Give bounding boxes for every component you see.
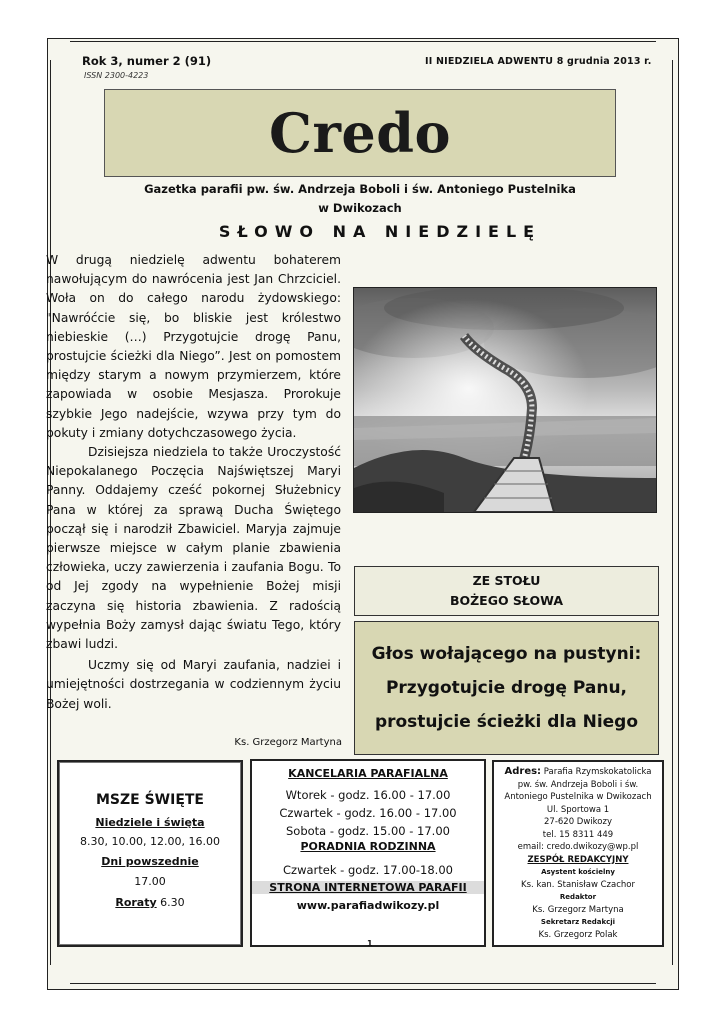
section-title: SŁOWO NA NIEDZIELĘ [218,222,542,241]
website-title: STRONA INTERNETOWA PARAFII [252,881,484,894]
address-city: 27-620 Dwikozy [544,817,612,827]
sunday-label: Niedziele i święta [95,816,205,829]
office-tuesday: Wtorek - godz. 16.00 - 17.00 [285,788,451,802]
team-role-2: Redaktor [559,893,597,901]
team-role-3: Sekretarz Redakcji [540,918,616,926]
page-number: 1 [367,939,373,948]
ze-stolu-line-2: BOŻEGO SŁOWA [449,593,564,608]
article-paragraph-3: Uczmy się od Maryi zaufania, nadziei i umiejętności dostrzegania w codziennym życiu Bożej woli. [46,658,341,711]
weekday-times: 17.00 [134,875,166,888]
address-box [492,760,664,947]
mass-title: MSZE ŚWIĘTE [95,792,204,808]
issue-date: II NIEDZIELA ADWENTU 8 grudnia 2013 r. [425,56,652,67]
address-line-3: Antoniego Pustelnika w Dwikozach [504,792,652,802]
address-email[interactable]: email: credo.dwikozy@wp.pl [517,842,639,852]
weekday-label: Dni powszednie [101,855,199,868]
subtitle-line-1: Gazetka parafii pw. św. Andrzeja Boboli i św. Antoniego Pustelnika [144,182,576,196]
masthead-box [104,89,616,177]
article-paragraph-1: W drugą niedzielę adwentu bohaterem nawołującym do nawrócenia jest Jan Chrzciciel. Woła on do całego narodu żydowskiego: "Nawróćcie się, bo bliskie jest królestwo niebieskie (…) Przygotujcie drogę Panu, prostujcie ścieżki dla Niego”. Jest on pomostem między starym a nowym przymierzem, które zapowiada w osobie Mesjasza. Prorokuje szybkie Jego nadejście, wzywa przy tym do pokuty i zmiany dotychczasowego życia. [46,253,341,440]
ze-stolu-box [354,566,659,616]
family-counselling-title: PORADNIA RODZINNA [300,840,436,853]
article-body [46,251,341,714]
article-paragraph-2: Dzisiejsza niedziela to także Uroczystość Niepokalanego Poczęcia Najświętszej Maryi Panny. Oddajemy cześć pokornej Służebnicy Pana w której za sprawą Ducha Świętego począł się i narodził Zbawiciel. Maryja zajmuje pierwsze miejsce w całym planie zbawienia człowieka, uczy zawierzenia i zaufania Bogu. To od Jej zgody na wypełnienie Bożej misji zaczyna się historia zbawienia. Z radością wypełnia Boży zamysł dając światu Tego, który zbawi ludzi. [46,445,341,652]
roraty-row [59,896,241,909]
subtitle-line-2: w Dwikozach [318,201,402,215]
address-parish: Parafia Rzymskokatolicka [543,767,652,777]
stairway-to-heaven-image [353,287,657,513]
frame-line-top [70,41,656,42]
address-line-2: pw. św. Andrzeja Boboli i św. [517,779,639,790]
roraty-label: Roraty [115,896,157,909]
address-first-line [494,766,662,779]
address-phone: tel. 15 8311 449 [542,829,614,840]
office-thursday: Czwartek - godz. 16.00 - 17.00 [279,806,457,820]
address-label: Adres: [504,766,542,777]
issn: ISSN 2300-4223 [84,71,149,80]
masthead-subtitle [120,180,600,218]
quote-line-2: Przygotujcie drogę Panu, [385,678,628,698]
family-counselling-time: Czwartek - godz. 17.00-18.00 [283,863,453,877]
issue-number: Rok 3, numer 2 (91) [82,54,212,68]
team-name-3: Ks. Grzegorz Polak [538,929,618,940]
office-saturday: Sobota - godz. 15.00 - 17.00 [286,824,450,838]
editorial-team-title: ZESPÓŁ REDAKCYJNY [527,854,629,865]
team-role-1: Asystent kościelny [541,868,615,876]
team-name-1: Ks. kan. Stanisław Czachor [521,879,635,890]
quote-line-1: Głos wołającego na pustyni: [371,644,642,664]
quote-line-3: prostujcie ścieżki dla Niego [374,712,639,732]
mass-schedule-box [57,760,243,947]
roraty-time: 6.30 [160,896,185,909]
gospel-quote-box [354,621,659,755]
masthead-title: Credo [268,101,452,165]
frame-line-bottom [70,983,656,984]
article-author: Ks. Grzegorz Martyna [234,737,342,748]
sunday-times: 8.30, 10.00, 12.00, 16.00 [80,835,220,848]
website-url[interactable]: www.parafiadwikozy.pl [296,899,440,912]
team-name-2: Ks. Grzegorz Martyna [532,904,624,915]
office-title: KANCELARIA PARAFIALNA [288,767,448,780]
address-street: Ul. Sportowa 1 [546,804,610,815]
ze-stolu-line-1: ZE STOŁU [472,573,541,588]
frame-line-right [672,60,673,965]
parish-office-box [250,759,486,947]
